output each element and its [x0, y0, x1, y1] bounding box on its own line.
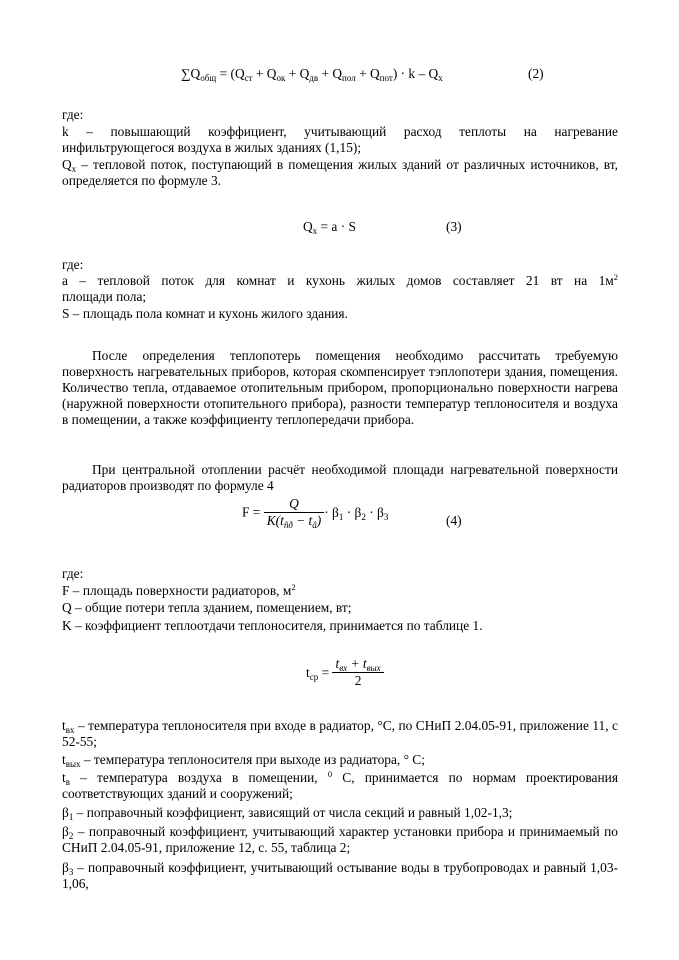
numerator-part: t	[335, 656, 340, 671]
formula-4-fraction	[264, 496, 325, 529]
formula-tcp-fraction	[332, 656, 383, 689]
definition-symbol: β	[62, 824, 69, 839]
formula-tcp-eq: =	[318, 664, 333, 680]
definition-text: – тепловой поток, поступающий в помещения жилых зданий от различных источников, вт, определяется по формуле 3.	[62, 157, 618, 188]
formula-3-number: (3)	[446, 219, 462, 234]
formula-tcp-denominator: 2	[332, 672, 383, 689]
formula-4-number: (4)	[446, 513, 462, 528]
formula-tcp-sub: ср	[309, 671, 319, 682]
formula-2	[181, 66, 443, 82]
formula-2-sub: дв	[309, 73, 319, 83]
formula-3	[303, 219, 356, 235]
formula-2-sub: ст	[244, 73, 253, 83]
formula-tcp	[306, 656, 384, 689]
formula-2-part: + Q	[252, 66, 277, 81]
definition-text: – поправочный коэффициент, учитывающий остывание воды в трубопроводах и равный 1,03-1,06,	[62, 860, 618, 891]
numerator-part: t	[362, 656, 367, 671]
definition-symbol: Q	[62, 157, 72, 172]
definition-text: – поправочный коэффициент, учитывающий характер установки прибора и принимаемый по СНиП 2.04.05-91, приложение 12, с. 55, таблица 2;	[62, 824, 618, 855]
superscript: 2	[613, 272, 618, 282]
definition-text: – поправочный коэффициент, зависящий от числа секций и равный 1,02-1,3;	[73, 805, 513, 820]
numerator-sub: вх	[339, 663, 348, 673]
formula-2-sub: пот	[379, 73, 393, 83]
definition-symbol-sub: 3	[68, 867, 74, 877]
definition-f	[62, 583, 618, 599]
definition-text: – температура теплоносителя при выходе из радиатора, ° С;	[80, 752, 425, 767]
definition-symbol: t	[62, 718, 66, 733]
definition-symbol-sub: вых	[65, 759, 81, 769]
paragraph-2: При центральной отоплении расчёт необходимой площади нагревательной поверхности радиаторов производят по формуле 4	[62, 462, 618, 493]
numerator-part: +	[347, 656, 363, 671]
definition-text: а – тепловой поток для комнат и кухонь жилых домов составляет 21 вт на 1м	[62, 273, 614, 288]
sum-symbol: ∑	[181, 66, 191, 81]
definition-symbol-sub: в	[65, 777, 70, 787]
definition-k: k – повышающий коэффициент, учитывающий расход теплоты на нагревание инфильтрующегося воздуха в жилых зданиях (1,15);	[62, 124, 618, 155]
where-label-2: где:	[62, 257, 84, 272]
definition-symbol: t	[62, 770, 66, 785]
superscript: 0	[327, 769, 333, 779]
formula-2-part: + Q	[285, 66, 310, 81]
formula-4-sub: 3	[383, 511, 389, 522]
formula-tcp-lhs	[306, 665, 332, 680]
definition-symbol-sub: 2	[68, 831, 74, 841]
denominator-part: − t	[292, 513, 313, 528]
definition-beta2	[62, 824, 618, 856]
formula-4	[242, 496, 388, 529]
formula-2-sub: х	[438, 73, 443, 83]
formula-2-sub: пол	[342, 73, 356, 83]
formula-2-lhs: Q	[190, 66, 201, 81]
formula-3-lhs: Q	[303, 219, 313, 234]
definition-text: С, принимается по нормам проектирования соответствующих зданий и сооружений;	[62, 770, 618, 801]
formula-2-lhs-sub: общ	[200, 73, 217, 83]
where-label-3: где:	[62, 566, 84, 581]
definition-beta1	[62, 805, 618, 821]
definition-q: Q – общие потери тепла зданием, помещением, вт;	[62, 600, 352, 615]
definition-s: S – площадь пола комнат и кухонь жилого здания.	[62, 306, 348, 321]
formula-4-part: · β	[343, 504, 362, 520]
formula-4-numerator: Q	[289, 496, 299, 511]
definition-text: – температура теплоносителя при входе в радиатор, °С, по СНиП 2.04.05-91, приложение 11, с 52-55;	[62, 718, 618, 749]
definition-tvyx	[62, 752, 618, 768]
formula-2-part: ) · k – Q	[392, 66, 439, 81]
denominator-sub: â	[312, 520, 317, 530]
formula-2-part: + Q	[355, 66, 380, 81]
definition-symbol: β	[62, 805, 69, 820]
formula-2-number: (2)	[528, 66, 544, 81]
definition-symbol-sub: х	[71, 164, 77, 174]
definition-symbol-sub: вх	[65, 725, 75, 735]
formula-2-sub: ок	[276, 73, 286, 83]
numerator-sub: вых	[366, 663, 381, 673]
denominator-sub: ñð	[283, 520, 293, 530]
formula-4-rhs	[324, 505, 388, 520]
definition-symbol-sub: 1	[68, 812, 74, 822]
formula-4-denominator	[264, 512, 325, 529]
definition-text: – температура воздуха в помещении,	[69, 770, 328, 785]
formula-4-sub: 2	[361, 511, 366, 522]
formula-3-rhs: = a · S	[317, 219, 356, 234]
formula-tcp-symbol: t	[306, 664, 310, 680]
formula-tcp-numerator	[332, 656, 383, 672]
formula-4-sub: 1	[338, 511, 344, 522]
definition-symbol: t	[62, 752, 66, 767]
formula-4-part: · β	[324, 504, 339, 520]
definition-symbol: β	[62, 860, 69, 875]
definition-tvx	[62, 718, 618, 750]
definition-a	[62, 273, 618, 289]
formula-2-part: = (Q	[216, 66, 245, 81]
denominator-part: )	[316, 513, 322, 528]
definition-beta3	[62, 860, 618, 892]
definition-qx	[62, 157, 618, 189]
paragraph-1: После определения теплопотерь помещения необходимо рассчитать требуемую поверхность нагревательных приборов, которая скомпенсирует тэплопотери здания, помещения. Количество тепла, отдаваемое отопительным прибором, пропорционально поверхности нагрева (наружной поверхности отопительного прибора), разности температур теплоносителя и воздуха в помещении, а также коэффициенту теплопередачи прибора.	[62, 348, 618, 427]
where-label-1: где:	[62, 107, 84, 122]
definition-k-coefficient: K – коэффициент теплоотдачи теплоносителя, принимается по таблице 1.	[62, 618, 483, 633]
definition-tv	[62, 770, 618, 802]
definition-text: F – площадь поверхности радиаторов, м	[62, 583, 292, 598]
formula-2-part: + Q	[318, 66, 343, 81]
formula-4-part: · β	[365, 504, 384, 520]
definition-a-tail: площади пола;	[62, 289, 147, 304]
superscript: 2	[291, 582, 296, 592]
formula-4-lhs: F =	[242, 504, 264, 520]
denominator-part: K(t	[266, 513, 284, 528]
formula-3-lhs-sub: х	[312, 226, 318, 236]
